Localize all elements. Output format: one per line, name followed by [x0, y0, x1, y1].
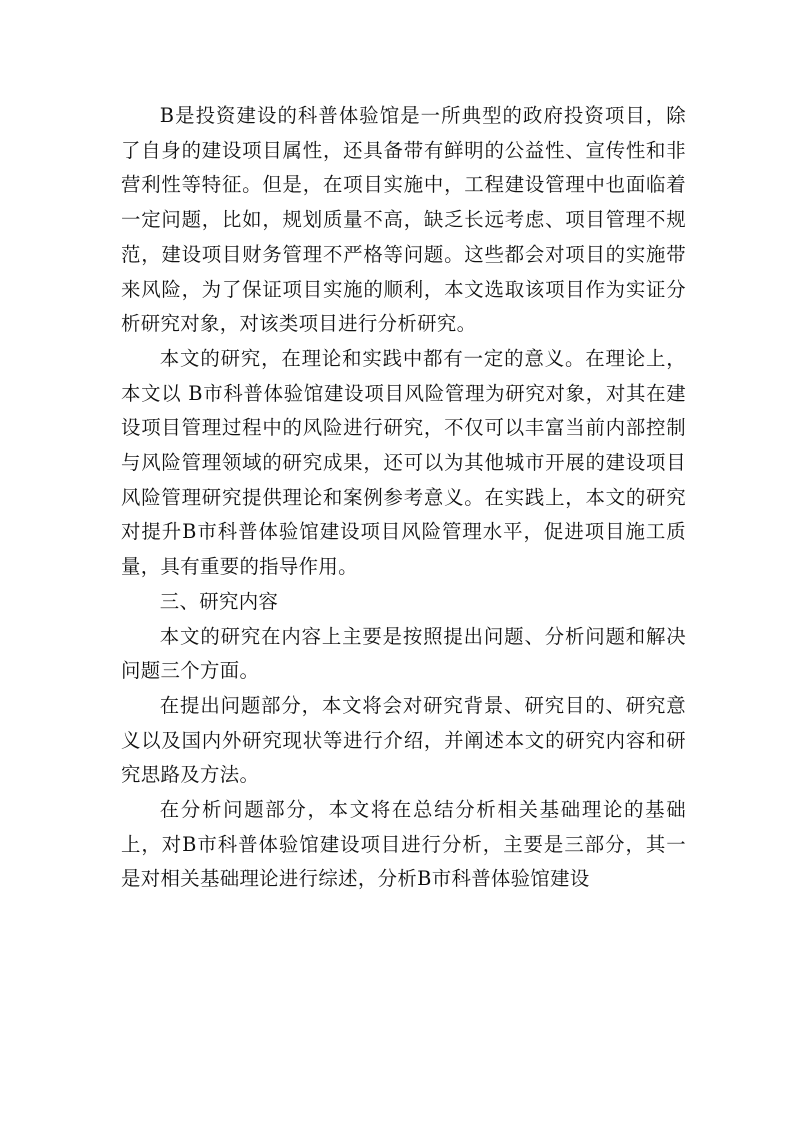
paragraph-content-overview: 本文的研究在内容上主要是按照提出问题、分析问题和解决问题三个方面。: [121, 624, 686, 683]
section-heading-research-content: 三、研究内容: [159, 589, 279, 613]
paragraph-project-background: B是投资建设的科普体验馆是一所典型的政府投资项目，除了自身的建设项目属性，还具备带有鲜明的公益性、宣传性和非营利性等特征。但是，在项目实施中，工程建设管理中也面临着一定问题，比如，规划质量不高，缺乏长远考虑、项目管理不规范，建设项目财务管理不严格等问题。这些都会对项目的实施带来风险，为了保证项目实施的顺利，本文选取该项目作为实证分析研究对象，对该类项目进行分析研究。: [121, 104, 686, 336]
paragraph-problem-analysis: 在分析问题部分，本文将在总结分析相关基础理论的基础上，对B市科普体验馆建设项目进行分析，主要是三部分，其一是对相关基础理论进行综述，分析B市科普体验馆建设: [121, 798, 686, 891]
paragraph-problem-raising: 在提出问题部分，本文将会对研究背景、研究目的、研究意义以及国内外研究现状等进行介绍，并阐述本文的研究内容和研究思路及方法。: [121, 693, 686, 787]
body-text: [121, 99, 686, 897]
paragraph-research-significance: 本文的研究，在理论和实践中都有一定的意义。在理论上，本文以 B市科普体验馆建设项目风险管理为研究对象，对其在建设项目管理过程中的风险进行研究，不仅可以丰富当前内部控制与风险管理领域的研究成果，还可以为其他城市开展的建设项目风险管理研究提供理论和案例参考意义。在实践上，本文的研究对提升B市科普体验馆建设项目风险管理水平，促进项目施工质量，具有重要的指导作用。: [121, 346, 686, 579]
